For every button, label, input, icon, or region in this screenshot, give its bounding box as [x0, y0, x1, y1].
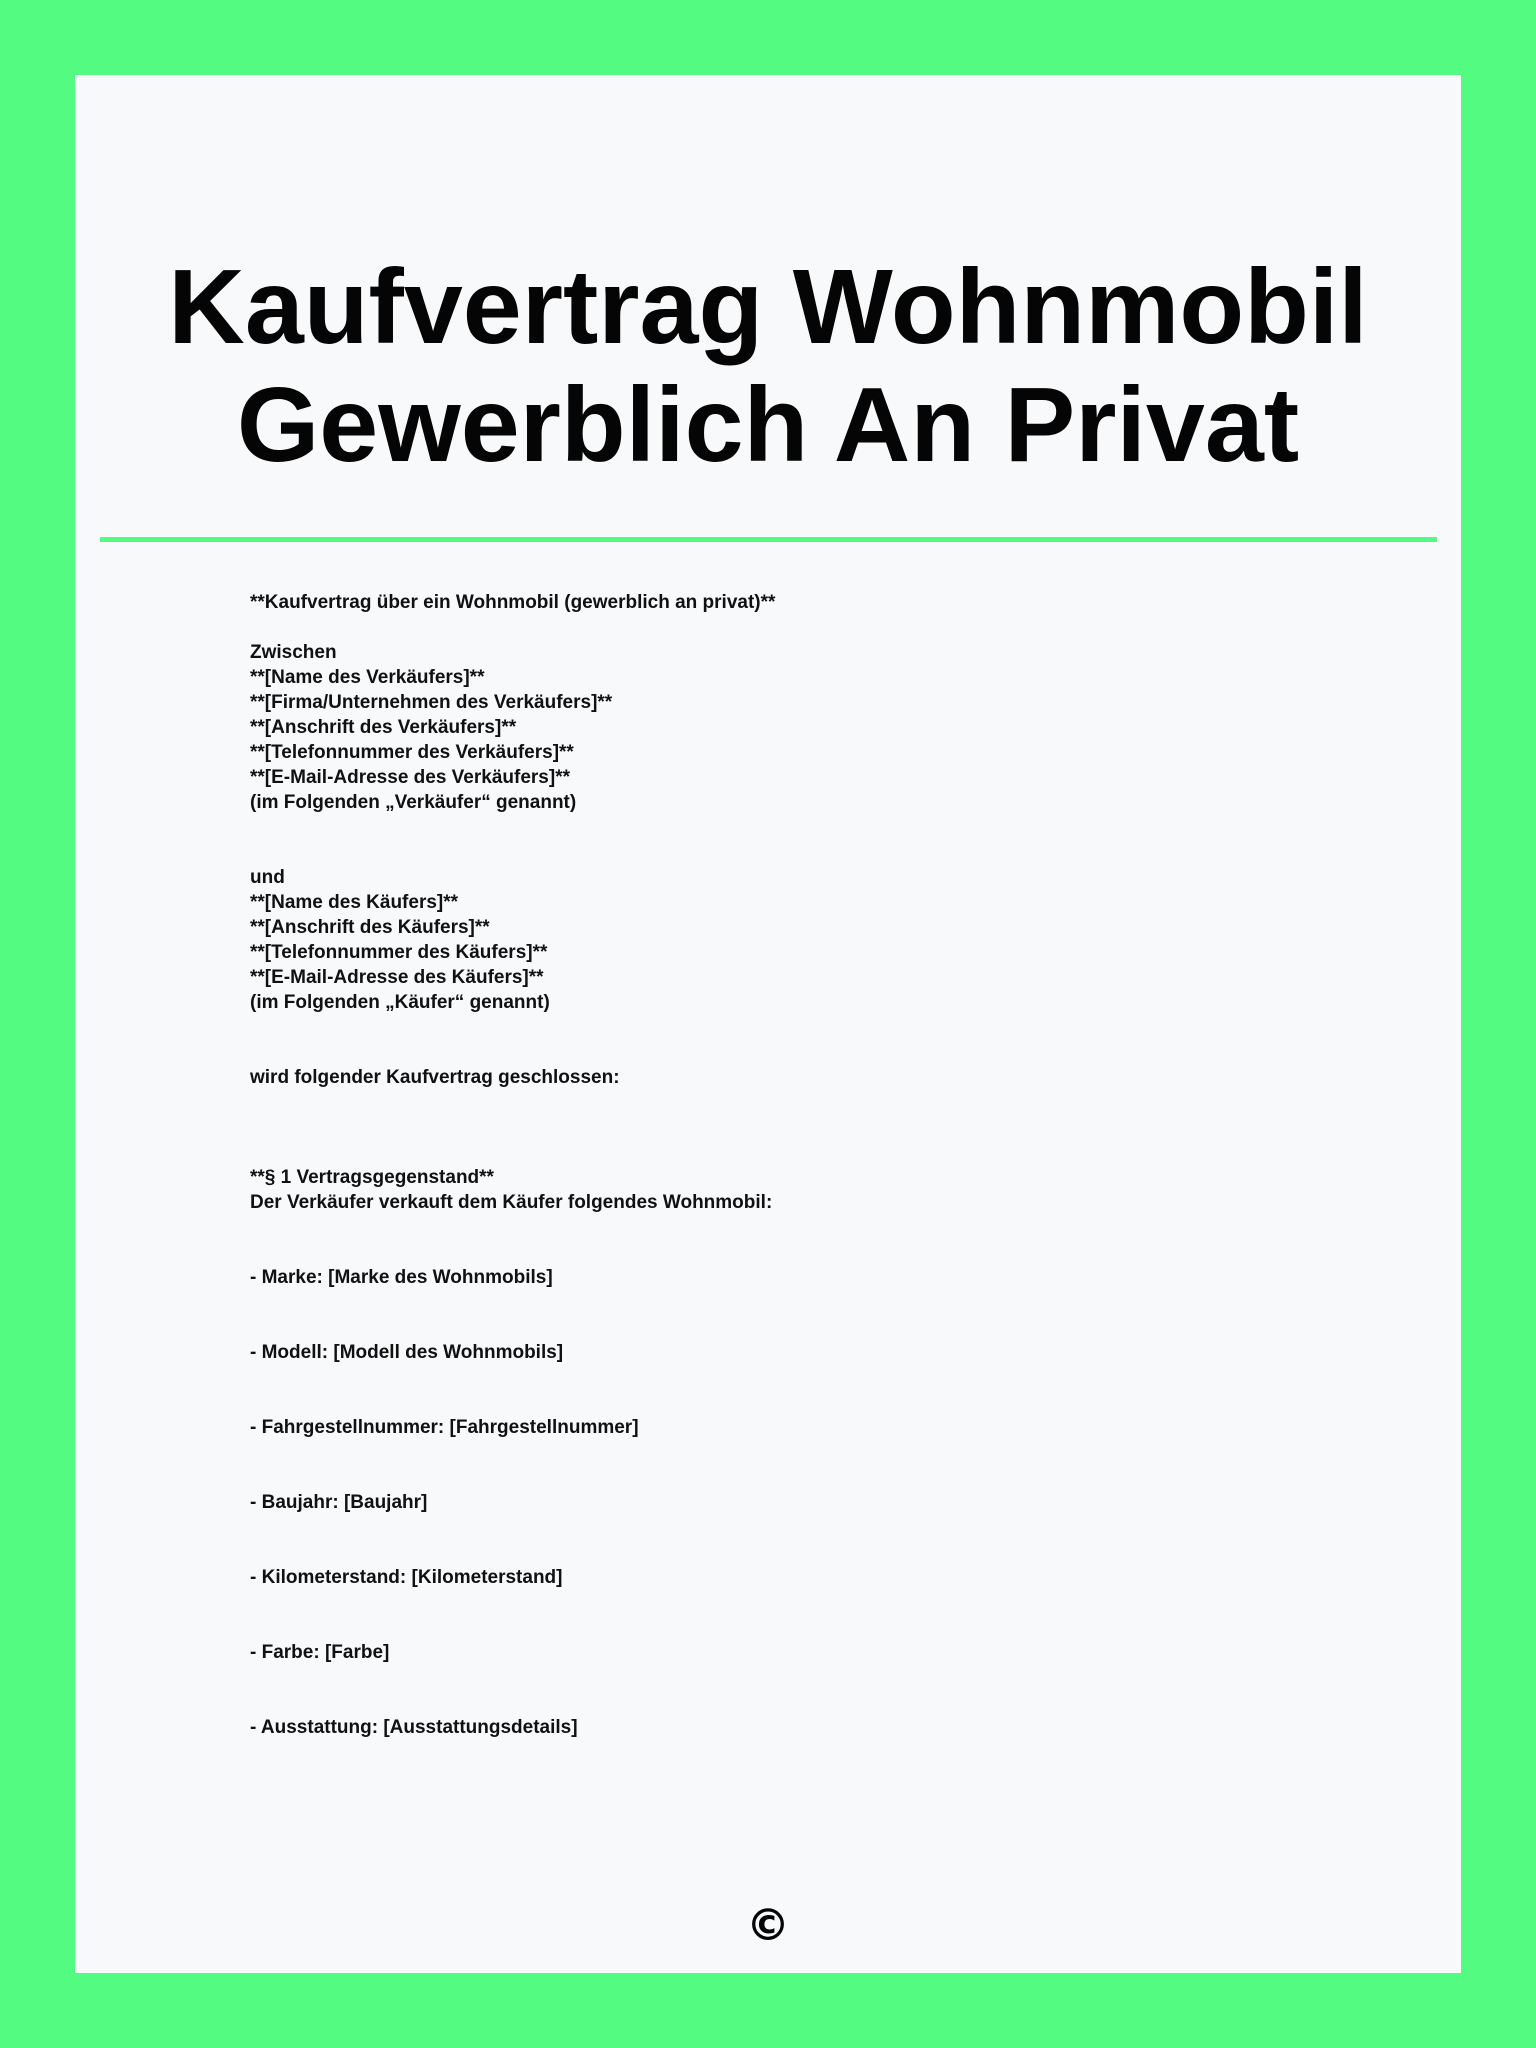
copyright-icon: © [746, 1900, 790, 1951]
buyer-intro: und [250, 867, 285, 888]
title-line-2: Gewerblich An Privat [236, 366, 1300, 484]
item-equipment: - Ausstattung: [Ausstattungsdetails] [250, 1717, 578, 1738]
buyer-phone: **[Telefonnummer des Käufers]** [250, 942, 548, 963]
seller-intro: Zwischen [250, 642, 337, 663]
buyer-designation: (im Folgenden „Käufer“ genannt) [250, 992, 550, 1013]
section-1-text: Der Verkäufer verkauft dem Käufer folgendes Wohnmobil: [250, 1192, 773, 1213]
item-brand: - Marke: [Marke des Wohnmobils] [250, 1267, 553, 1288]
item-model: - Modell: [Modell des Wohnmobils] [250, 1342, 564, 1363]
seller-email: **[E-Mail-Adresse des Verkäufers]** [250, 767, 570, 788]
item-chassis-number: - Fahrgestellnummer: [Fahrgestellnummer] [250, 1417, 639, 1438]
seller-address: **[Anschrift des Verkäufers]** [250, 717, 517, 738]
title-line-1: Kaufvertrag Wohnmobil [168, 248, 1368, 366]
buyer-email: **[E-Mail-Adresse des Käufers]** [250, 967, 544, 988]
item-color: - Farbe: [Farbe] [250, 1642, 390, 1663]
document-title [0, 248, 1536, 484]
seller-name: **[Name des Verkäufers]** [250, 667, 485, 688]
buyer-name: **[Name des Käufers]** [250, 892, 459, 913]
item-year: - Baujahr: [Baujahr] [250, 1492, 428, 1513]
agreement-statement: wird folgender Kaufvertrag geschlossen: [250, 1067, 620, 1088]
item-mileage: - Kilometerstand: [Kilometerstand] [250, 1567, 563, 1588]
seller-company: **[Firma/Unternehmen des Verkäufers]** [250, 692, 613, 713]
seller-phone: **[Telefonnummer des Verkäufers]** [250, 742, 574, 763]
title-divider [100, 537, 1437, 542]
section-1-heading: **§ 1 Vertragsgegenstand** [250, 1167, 494, 1188]
seller-designation: (im Folgenden „Verkäufer“ genannt) [250, 792, 577, 813]
buyer-address: **[Anschrift des Käufers]** [250, 917, 490, 938]
contract-heading: **Kaufvertrag über ein Wohnmobil (gewerblich an privat)** [250, 592, 776, 613]
